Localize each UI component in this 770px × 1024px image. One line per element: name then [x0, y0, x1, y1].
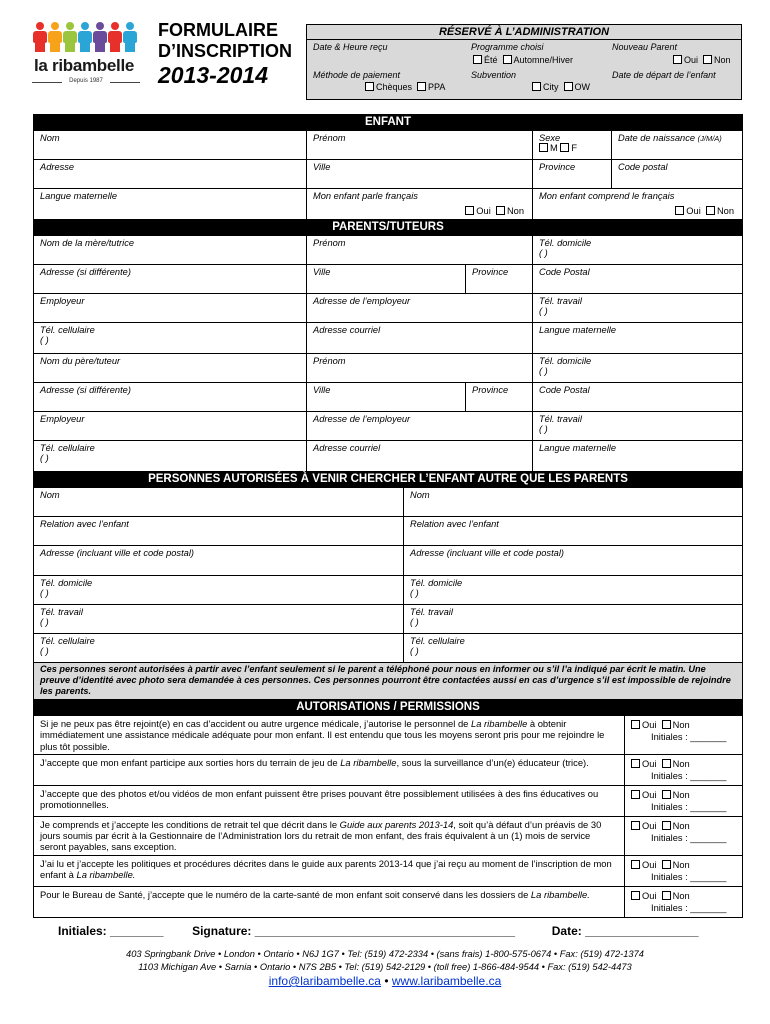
checkbox-perm-non[interactable] — [662, 790, 671, 799]
permission-row — [34, 855, 742, 886]
authorized-2-home-phone-field[interactable]: Tél. domicile ( ) — [403, 576, 742, 604]
child-last-name-field[interactable]: Nom — [40, 133, 60, 143]
authorized-row-work-phone — [34, 604, 742, 633]
checkbox-perm-oui[interactable] — [631, 759, 640, 768]
child-province-field[interactable]: Province — [532, 160, 611, 188]
admin-program-label: Programme choisi — [471, 42, 544, 52]
father-email-field[interactable]: Adresse courriel — [306, 441, 532, 471]
checkbox-perm-non[interactable] — [662, 860, 671, 869]
mother-language-field[interactable]: Langue maternelle — [532, 323, 742, 353]
authorized-1-address-field[interactable]: Adresse (incluant ville et code postal) — [40, 548, 194, 558]
title-line-2: D’INSCRIPTION — [158, 41, 293, 61]
permission-initials-field[interactable]: Initiales : _______ — [651, 770, 727, 781]
mother-email-field[interactable]: Adresse courriel — [306, 323, 532, 353]
permission-row — [34, 886, 742, 917]
authorized-note: Ces personnes seront autorisées à partir avec l’enfant seulement si le parent a téléphoné pour nous en informer ou s’il l’a indiqué par écrit le matin. Une preuve d’identité avec photo sera demandée à ces personnes. Ces personnes pourront être contactées aussi en cas d’urgence s’il est impossible de rejoindre les parents. — [34, 662, 742, 699]
child-first-name-field[interactable]: Prénom — [306, 131, 532, 159]
checkbox-cheques[interactable] — [365, 82, 374, 91]
checkbox-perm-oui[interactable] — [631, 821, 640, 830]
child-row-3 — [34, 188, 742, 219]
father-row-4 — [34, 440, 742, 471]
checkbox-perm-non[interactable] — [662, 720, 671, 729]
child-figure-icon — [62, 22, 78, 52]
checkbox-ow[interactable] — [564, 82, 573, 91]
checkbox-understands-non[interactable] — [706, 206, 715, 215]
permission-text: Si je ne peux pas être rejoint(e) en cas d’accident ou autre urgence médicale, j’autorise le personnel de La ribambelle à obtenir immédiatement une assistance médicale adéquate pour mon enfant. Il est entendu que tous les moyens seront pris pour me rejoindre le plus tôt possible. — [40, 718, 605, 752]
admin-box — [306, 24, 742, 100]
father-first-name-field[interactable]: Prénom — [306, 354, 532, 382]
mother-row-2 — [34, 264, 742, 293]
child-row-1 — [34, 130, 742, 159]
authorized-1-relation-field[interactable]: Relation avec l’enfant — [40, 519, 129, 529]
child-language-field[interactable]: Langue maternelle — [40, 191, 118, 201]
permission-options: Oui Non Initiales : _______ — [624, 716, 742, 754]
mother-row-3 — [34, 293, 742, 322]
permission-options: Oui Non Initiales : _______ — [624, 817, 742, 855]
child-sex-field[interactable]: Sexe M F — [532, 131, 611, 159]
mother-home-phone-field[interactable]: Tél. domicile ( ) — [532, 236, 742, 264]
checkbox-perm-oui[interactable] — [631, 720, 640, 729]
permission-initials-field[interactable]: Initiales : _______ — [651, 871, 727, 882]
permission-text: J’accepte que mon enfant participe aux sorties hors du terrain de jeu de La ribambelle, sous la surveillance d’un(e) éducateur (trice). — [40, 756, 589, 768]
checkbox-speaks-oui[interactable] — [465, 206, 474, 215]
permission-options: Oui Non Initiales : _______ — [624, 887, 742, 917]
checkbox-perm-non[interactable] — [662, 891, 671, 900]
child-figure-icon — [77, 22, 93, 52]
logo-since: Depuis 1987 — [30, 78, 142, 84]
mother-row-1 — [34, 235, 742, 264]
authorized-1-work-phone-field[interactable]: Tél. travail ( ) — [40, 607, 83, 627]
authorized-row-home-phone — [34, 575, 742, 604]
permission-text: Je comprends et j’accepte les conditions de retrait tel que décrit dans le Guide aux parents 2013-14, soit qu’à défaut d’un préavis de 30 jours soumis par écrit à la Gestionnaire de l’Administration lors du retrait de mon enfant, des frais équivalent à un (1) mois de service seront payables, sans exception. — [40, 818, 602, 853]
mother-employer-address-field[interactable]: Adresse de l’employeur — [306, 294, 532, 322]
permission-row — [34, 785, 742, 816]
checkbox-perm-oui[interactable] — [631, 860, 640, 869]
father-work-phone-field[interactable]: Tél. travail ( ) — [532, 412, 742, 440]
checkbox-ppa[interactable] — [417, 82, 426, 91]
mother-first-name-field[interactable]: Prénom — [306, 236, 532, 264]
initials-field[interactable]: Initiales: ________ — [58, 924, 164, 938]
subsidy-options: City OW — [532, 82, 590, 92]
checkbox-perm-oui[interactable] — [631, 891, 640, 900]
permission-initials-field[interactable]: Initiales : _______ — [651, 801, 727, 812]
permission-text: J’accepte que des photos et/ou vidéos de mon enfant puissent être prises pouvant être possiblement utilisées à des fins éducatives ou promotionnelles. — [40, 787, 599, 811]
checkbox-perm-oui[interactable] — [631, 790, 640, 799]
child-city-field[interactable]: Ville — [306, 160, 532, 188]
authorized-1-name-field[interactable]: Nom — [40, 490, 60, 500]
child-dob-field[interactable]: Date de naissance (J/M/A) — [611, 131, 742, 159]
checkbox-ete[interactable] — [473, 55, 482, 64]
section-header-authorized: PERSONNES AUTORISÉES À VENIR CHERCHER L’ENFANT AUTRE QUE LES PARENTS — [34, 471, 742, 487]
authorized-row-cell-phone — [34, 633, 742, 662]
logo — [30, 22, 142, 94]
form-title — [158, 20, 292, 62]
child-row-2 — [34, 159, 742, 188]
permission-row — [34, 715, 742, 754]
permissions-list — [34, 715, 742, 917]
checkbox-oui[interactable] — [673, 55, 682, 64]
checkbox-city[interactable] — [532, 82, 541, 91]
authorized-2-relation-field[interactable]: Relation avec l’enfant — [403, 517, 742, 545]
checkbox-perm-non[interactable] — [662, 821, 671, 830]
checkbox-m[interactable] — [539, 143, 548, 152]
section-header-permissions: AUTORISATIONS / PERMISSIONS — [34, 699, 742, 715]
child-figure-icon — [32, 22, 48, 52]
father-address-field[interactable]: Adresse (si différente) — [40, 385, 131, 395]
father-employer-address-field[interactable]: Adresse de l’employeur — [306, 412, 532, 440]
footer-london-address: 403 Springbank Drive • London • Ontario • N6J 1G7 • Tel: (519) 472-2334 • (sans frais) 1-800-575-0674 • Fax: (519) 472-1374 — [126, 949, 644, 959]
website-link[interactable]: www.laribambelle.ca — [391, 974, 502, 988]
permission-row — [34, 816, 742, 855]
footer-sarnia-address: 1103 Michigan Ave • Sarnia • Ontario • N7S 2B5 • Tel: (519) 542-2129 • (toll free) 1-866-484-9544 • Fax: (519) 542-4473 — [138, 962, 632, 972]
mother-employer-field[interactable]: Employeur — [40, 296, 85, 306]
section-header-enfant: ENFANT — [34, 115, 742, 130]
registration-form — [33, 114, 743, 918]
checkbox-f[interactable] — [560, 143, 569, 152]
payment-options: Chèques PPA — [365, 82, 445, 92]
authorized-2-cell-phone-field[interactable]: Tél. cellulaire ( ) — [403, 634, 742, 662]
permission-row — [34, 754, 742, 785]
father-postal-field[interactable]: Code Postal — [532, 383, 742, 411]
admin-departure-label: Date de départ de l’enfant — [612, 70, 716, 80]
permission-initials-field[interactable]: Initiales : _______ — [651, 732, 727, 742]
mother-row-4 — [34, 322, 742, 353]
section-header-parents: PARENTS/TUTEURS — [34, 219, 742, 235]
admin-payment-label: Méthode de paiement — [313, 70, 401, 80]
authorized-row-relation — [34, 516, 742, 545]
father-row-3 — [34, 411, 742, 440]
permission-initials-field[interactable]: Initiales : _______ — [651, 902, 727, 913]
mother-address-field[interactable]: Adresse (si différente) — [40, 267, 131, 277]
checkbox-automne[interactable] — [503, 55, 512, 64]
new-parent-options: Oui Non — [673, 55, 731, 65]
permission-text: Pour le Bureau de Santé, j’accepte que le numéro de la carte-santé de mon enfant soit conservé dans les dossiers de La ribambelle. — [40, 888, 590, 900]
child-address-field[interactable]: Adresse — [40, 162, 75, 172]
mother-postal-field[interactable]: Code Postal — [532, 265, 742, 293]
signature-line — [58, 924, 738, 938]
authorized-row-name — [34, 487, 742, 516]
child-understands-french-field: Mon enfant comprend le français Oui Non — [532, 189, 742, 219]
checkbox-understands-oui[interactable] — [675, 206, 684, 215]
mother-province-field[interactable]: Province — [465, 265, 532, 293]
admin-date-label: Date & Heure reçu — [313, 42, 388, 52]
authorized-row-address — [34, 545, 742, 575]
date-field[interactable]: Date: _________________ — [551, 924, 699, 938]
child-postal-field[interactable]: Code postal — [611, 160, 742, 188]
admin-title: RÉSERVÉ À L’ADMINISTRATION — [307, 26, 741, 40]
permission-options: Oui Non Initiales : _______ — [624, 786, 742, 816]
checkbox-perm-non[interactable] — [662, 759, 671, 768]
authorized-1-home-phone-field[interactable]: Tél. domicile ( ) — [40, 578, 93, 598]
signature-field[interactable]: Signature: _______________________________________ — [192, 924, 516, 938]
father-row-2 — [34, 382, 742, 411]
authorized-2-address-field[interactable]: Adresse (incluant ville et code postal) — [403, 546, 742, 575]
child-figure-icon — [122, 22, 138, 52]
form-year: 2013-2014 — [158, 62, 268, 88]
program-options: Été Automne/Hiver — [473, 55, 573, 65]
child-figure-icon — [92, 22, 108, 52]
authorized-1-cell-phone-field[interactable]: Tél. cellulaire ( ) — [40, 636, 95, 656]
father-cell-phone-field[interactable]: Tél. cellulaire ( ) — [40, 443, 95, 463]
checkbox-non[interactable] — [703, 55, 712, 64]
child-figure-icon — [47, 22, 63, 52]
mother-work-phone-field[interactable]: Tél. travail ( ) — [532, 294, 742, 322]
child-speaks-french-field: Mon enfant parle français Oui Non — [306, 189, 532, 219]
father-language-field[interactable]: Langue maternelle — [532, 441, 742, 471]
admin-new-parent-label: Nouveau Parent — [612, 42, 678, 52]
title-line-1: FORMULAIRE — [158, 20, 278, 40]
father-name-field[interactable]: Nom du père/tuteur — [40, 356, 121, 366]
mother-name-field[interactable]: Nom de la mère/tutrice — [40, 238, 135, 248]
permission-options: Oui Non Initiales : _______ — [624, 755, 742, 785]
mother-city-field[interactable]: Ville — [306, 265, 465, 293]
email-link[interactable]: info@laribambelle.ca — [268, 974, 381, 988]
permission-options: Oui Non Initiales : _______ — [624, 856, 742, 886]
father-city-field[interactable]: Ville — [306, 383, 465, 411]
father-home-phone-field[interactable]: Tél. domicile ( ) — [532, 354, 742, 382]
authorized-2-work-phone-field[interactable]: Tél. travail ( ) — [403, 605, 742, 633]
father-province-field[interactable]: Province — [465, 383, 532, 411]
child-figure-icon — [107, 22, 123, 52]
permission-text: J’ai lu et j’accepte les politiques et procédures décrites dans le guide aux parents 2013-14 que j’ai reçu au moment de l’inscription de mon enfant à La ribambelle. — [40, 857, 612, 881]
authorized-2-name-field[interactable]: Nom — [403, 488, 742, 516]
permission-initials-field[interactable]: Initiales : _______ — [651, 832, 727, 843]
mother-cell-phone-field[interactable]: Tél. cellulaire ( ) — [40, 325, 95, 345]
father-employer-field[interactable]: Employeur — [40, 414, 85, 424]
footer-links: info@laribambelle.ca • www.laribambelle.ca — [268, 974, 502, 988]
admin-subsidy-label: Subvention — [471, 70, 517, 80]
logo-name: la ribambelle — [34, 56, 135, 75]
checkbox-speaks-non[interactable] — [496, 206, 505, 215]
father-row-1 — [34, 353, 742, 382]
